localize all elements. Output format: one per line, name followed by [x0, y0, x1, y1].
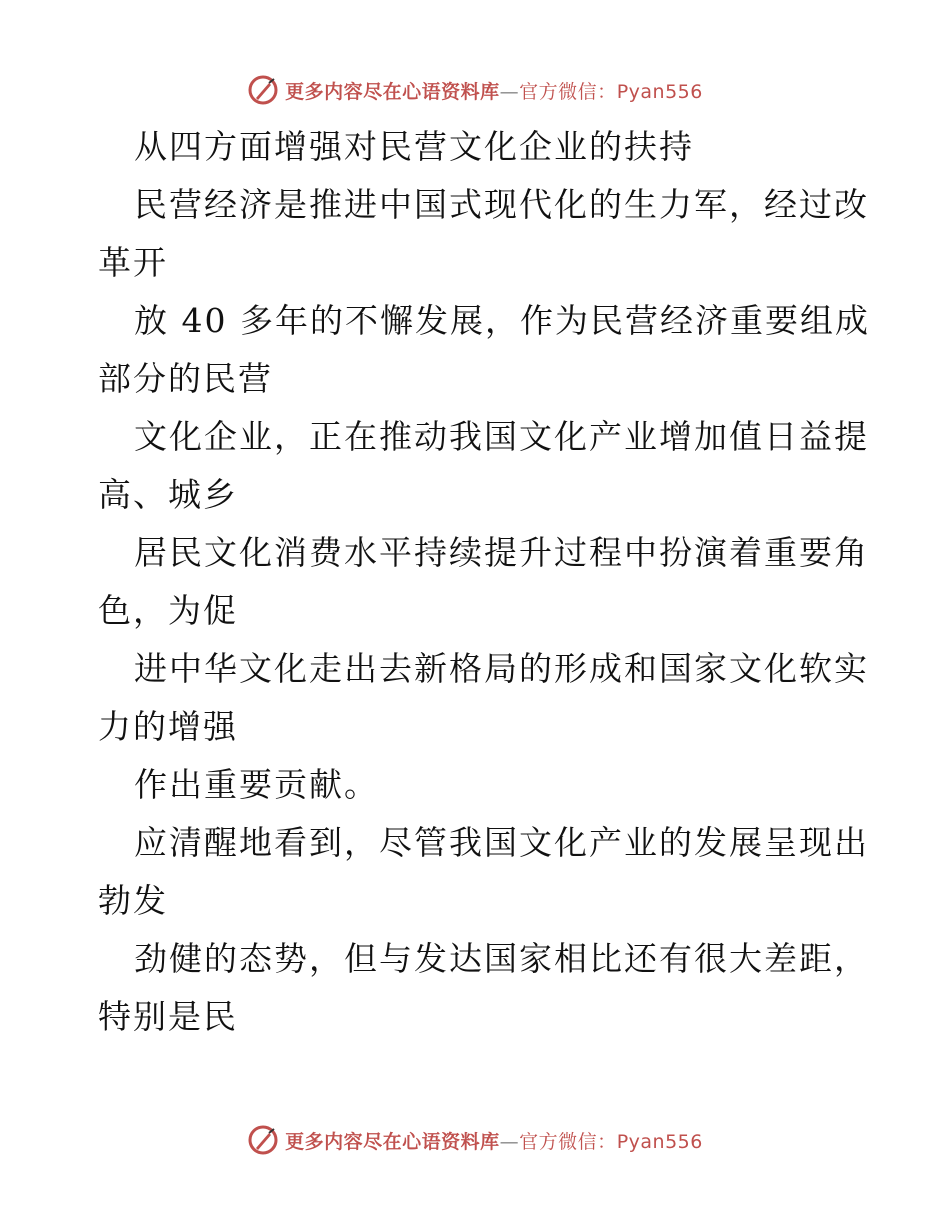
- quill-logo-icon: [247, 74, 279, 106]
- text-line: 特别是民: [98, 997, 238, 1036]
- text-line: 作出重要贡献。: [134, 765, 379, 804]
- banner-wechat: 官方微信：: [519, 1130, 617, 1153]
- footer-banner: [0, 1120, 950, 1160]
- text-line: 高、城乡: [98, 475, 238, 514]
- header-banner: [0, 70, 950, 110]
- text-line: 革开: [98, 243, 168, 282]
- text-line: 部分的民营: [98, 359, 273, 398]
- banner-dash: —: [499, 80, 520, 103]
- text-line: 民营经济是推进中国式现代化的生力军，经过改: [134, 185, 869, 224]
- text-line: 应清醒地看到，尽管我国文化产业的发展呈现出: [134, 823, 869, 862]
- text-line: 勃发: [98, 881, 168, 920]
- banner-wechat-id: Pyan556: [616, 80, 703, 103]
- banner-dash: —: [499, 1130, 520, 1153]
- banner-text: [285, 1127, 703, 1154]
- document-body: [98, 118, 870, 1046]
- banner-main: 更多内容尽在心语资料库: [285, 80, 500, 103]
- text-line: 从四方面增强对民营文化企业的扶持: [134, 127, 694, 166]
- text-line: 放 40 多年的不懈发展，作为民营经济重要组成: [134, 301, 870, 340]
- banner-text: [285, 77, 703, 104]
- quill-logo-icon: [247, 1124, 279, 1156]
- banner-wechat: 官方微信：: [519, 80, 617, 103]
- text-line: 劲健的态势，但与发达国家相比还有很大差距，: [134, 939, 869, 978]
- banner-main: 更多内容尽在心语资料库: [285, 1130, 500, 1153]
- text-line: 色，为促: [98, 591, 238, 630]
- text-line: 力的增强: [98, 707, 238, 746]
- text-line: 文化企业，正在推动我国文化产业增加值日益提: [134, 417, 869, 456]
- text-line: 居民文化消费水平持续提升过程中扮演着重要角: [134, 533, 869, 572]
- text-line: 进中华文化走出去新格局的形成和国家文化软实: [134, 649, 869, 688]
- banner-wechat-id: Pyan556: [616, 1130, 703, 1153]
